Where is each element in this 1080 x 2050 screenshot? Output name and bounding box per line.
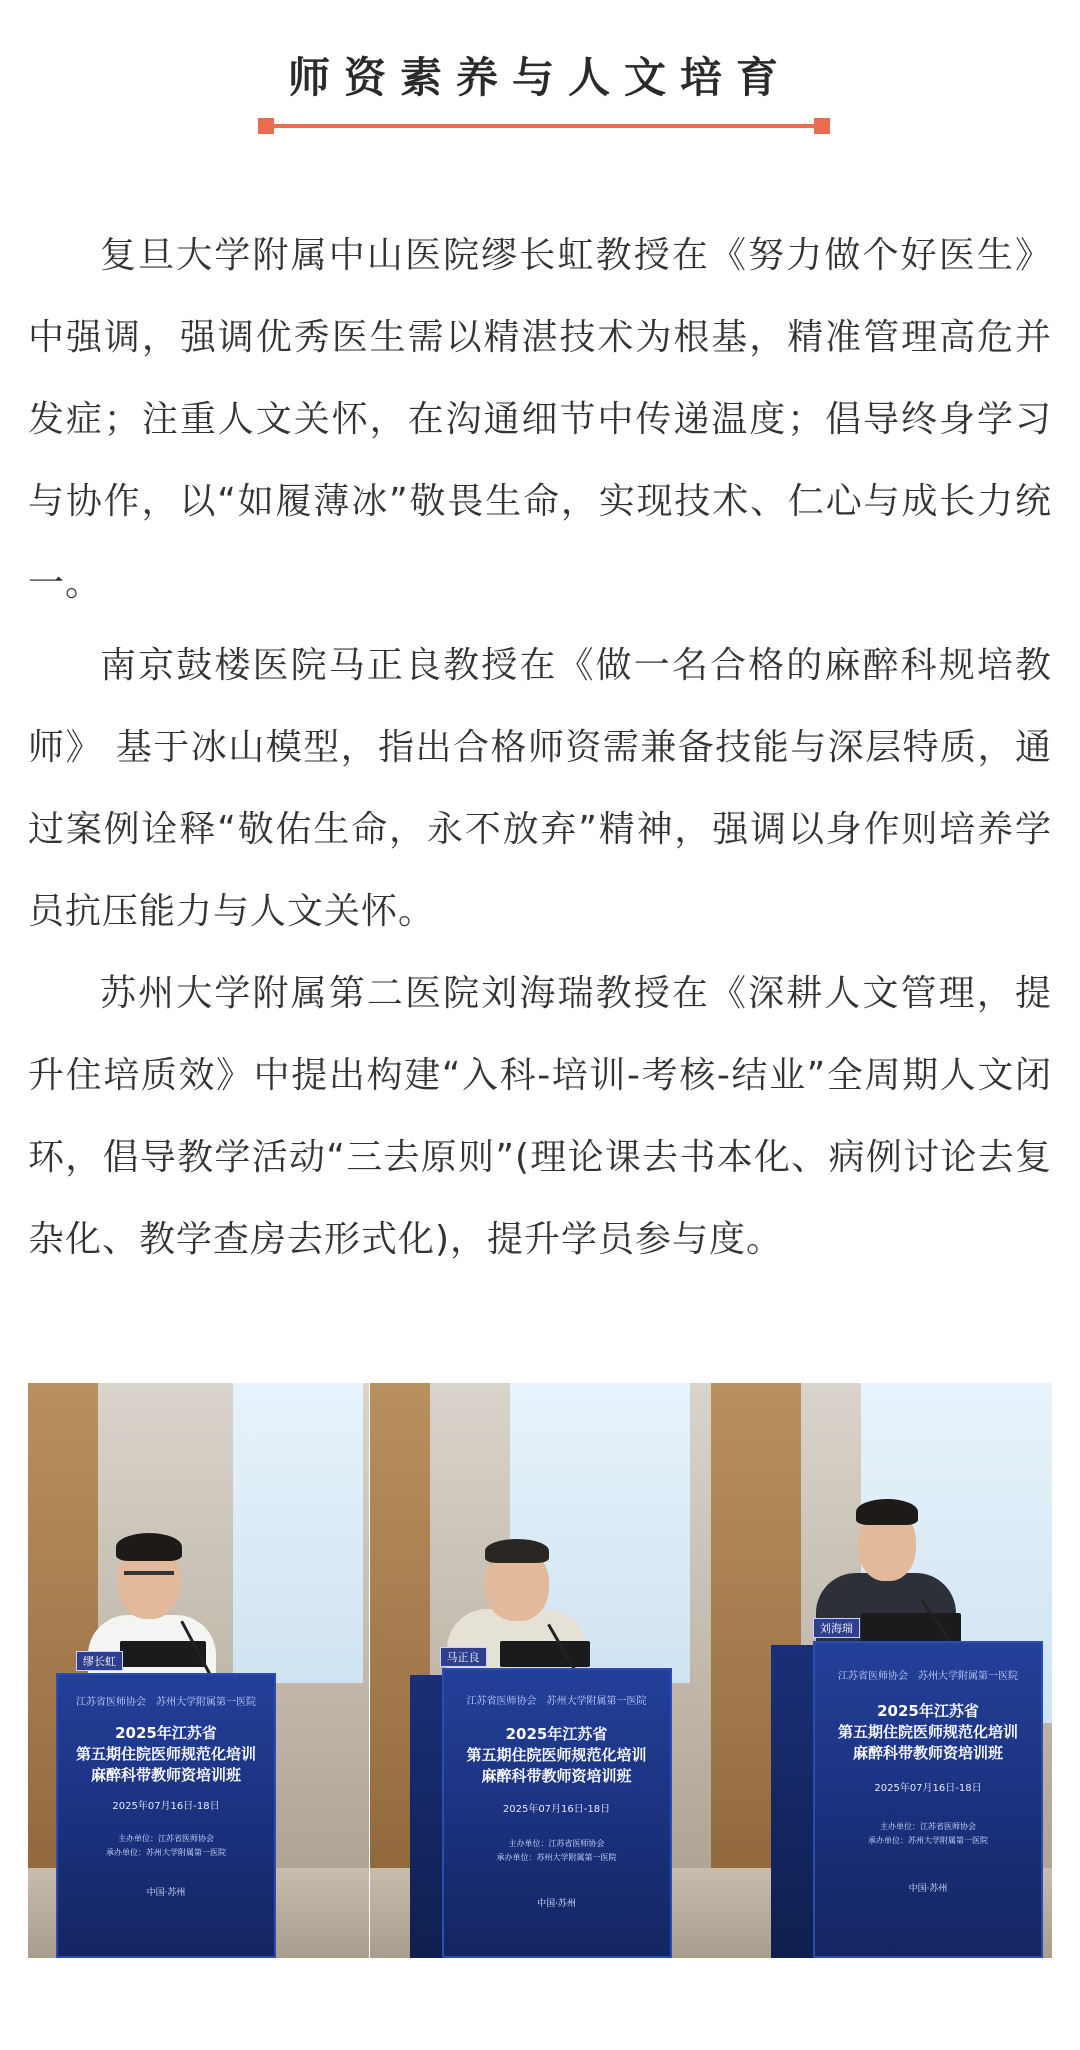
podium-date: 2025年07月16日-18日 (874, 1783, 982, 1794)
podium-organizer: 主办单位：江苏省医师协会 (880, 1822, 976, 1831)
speaker-hair (116, 1533, 182, 1561)
podium-logos: 江苏省医师协会 苏州大学附属第一医院 (466, 1696, 647, 1707)
podium-footer: 中国·苏州 (146, 1888, 186, 1898)
paragraph-miao-changhong: 复旦大学附属中山医院缪长虹教授在《努力做个好医生》中强调，强调优秀医生需以精湛技术为根基，精准管理高危并发症；注重人文关怀，在沟通细节中传递温度；倡导终身学习与协作，以“如履薄冰”敬畏生命，实现技术、仁心与成长力统一。 (28, 235, 1052, 604)
podium-side (410, 1675, 442, 1958)
podium (813, 1641, 1043, 1958)
title-underline (258, 118, 830, 134)
podium-line-1: 2025年江苏省 (505, 1725, 608, 1743)
podium-line-2: 第五期住院医师规范化培训 (466, 1746, 647, 1764)
podium-organizer: 主办单位：江苏省医师协会 (508, 1839, 605, 1848)
underline-right-square (814, 118, 830, 134)
podium-line-2: 第五期住院医师规范化培训 (75, 1745, 256, 1763)
podium-footer: 中国·苏州 (537, 1899, 576, 1909)
podium-line-1: 2025年江苏省 (115, 1724, 217, 1742)
speaker-photo-strip (28, 1383, 1052, 1958)
speaker-hair (485, 1539, 549, 1563)
glasses (124, 1571, 174, 1575)
podium-host: 承办单位：苏州大学附属第一医院 (106, 1848, 226, 1857)
paragraph-ma-zhengliang: 南京鼓楼医院马正良教授在《做一名合格的麻醉科规培教师》 基于冰山模型，指出合格师资需兼备技能与深层特质，通过案例诠释“敬佑生命，永不放弃”精神，强调以身作则培养学员抗压能力与人文关怀。 (28, 645, 1052, 932)
podium-logos: 江苏省医师协会 苏州大学附属第一医院 (838, 1671, 1018, 1682)
speaker-photo-2 (370, 1383, 711, 1958)
podium-line-3: 麻醉科带教师资培训班 (481, 1767, 632, 1785)
speaker-photo-3 (711, 1383, 1052, 1958)
podium (442, 1668, 672, 1958)
paragraph-liu-hairui: 苏州大学附属第二医院刘海瑞教授在《深耕人文管理，提升住培质效》中提出构建“入科-培训-考核-结业”全周期人文闭环，倡导教学活动“三去原则”(理论课去书本化、病例讨论去复杂化、教学查房去形式化)，提升学员参与度。 (28, 973, 1052, 1260)
speaker-photo-1 (28, 1383, 369, 1958)
podium-side (771, 1645, 813, 1958)
speaker-nameplate: 刘海瑞 (813, 1618, 860, 1638)
laptop (500, 1641, 590, 1667)
projection-screen (233, 1383, 363, 1683)
podium-date: 2025年07月16日-18日 (112, 1801, 220, 1812)
podium-line-2: 第五期住院医师规范化培训 (837, 1723, 1018, 1741)
podium-host: 承办单位：苏州大学附属第一医院 (868, 1836, 988, 1845)
podium-line-3: 麻醉科带教师资培训班 (852, 1744, 1003, 1762)
speaker-hair (856, 1499, 918, 1525)
podium-logos: 江苏省医师协会 苏州大学附属第一医院 (76, 1697, 256, 1708)
podium-date: 2025年07月16日-18日 (502, 1804, 611, 1815)
podium-host: 承办单位：苏州大学附属第一医院 (496, 1853, 617, 1862)
article-body (28, 215, 1052, 1281)
underline-left-square (258, 118, 274, 134)
podium (56, 1673, 276, 1958)
speaker-nameplate: 缪长虹 (76, 1651, 123, 1671)
podium-organizer: 主办单位：江苏省医师协会 (118, 1834, 214, 1843)
section-title: 师资素养与人文培育 (287, 53, 792, 102)
underline-bar (266, 124, 822, 128)
podium-line-3: 麻醉科带教师资培训班 (90, 1766, 241, 1784)
speaker-nameplate: 马正良 (440, 1647, 487, 1667)
podium-line-1: 2025年江苏省 (877, 1702, 979, 1720)
podium-footer: 中国·苏州 (908, 1884, 948, 1894)
